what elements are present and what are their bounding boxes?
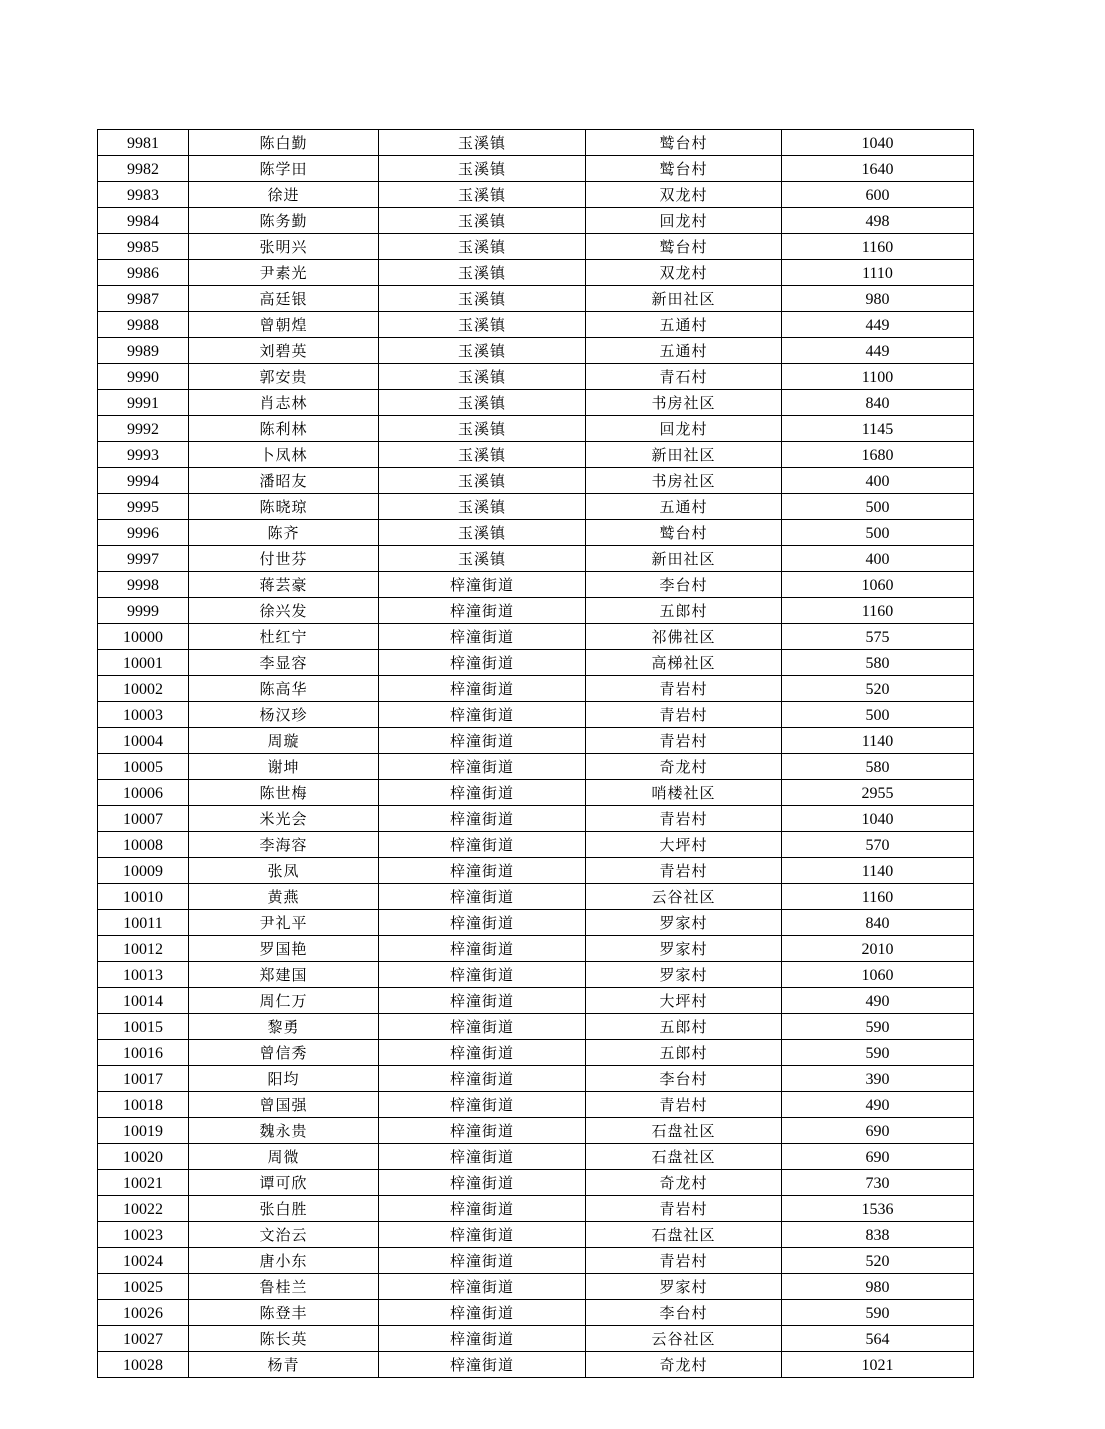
- village-cell: 五郎村: [586, 1014, 782, 1040]
- table-row: [98, 780, 974, 806]
- township-cell: 梓潼街道: [379, 1040, 586, 1066]
- township-cell: 玉溪镇: [379, 156, 586, 182]
- table-row: [98, 1300, 974, 1326]
- amount-cell: 500: [782, 494, 974, 520]
- row-number-cell: 10006: [98, 780, 189, 806]
- amount-cell: 2955: [782, 780, 974, 806]
- township-cell: 玉溪镇: [379, 286, 586, 312]
- table-row: [98, 1248, 974, 1274]
- village-cell: 李台村: [586, 572, 782, 598]
- village-cell: 石盘社区: [586, 1144, 782, 1170]
- row-number-cell: 9984: [98, 208, 189, 234]
- table-row: [98, 832, 974, 858]
- township-cell: 梓潼街道: [379, 1300, 586, 1326]
- name-cell: 徐进: [189, 182, 379, 208]
- village-cell: 青岩村: [586, 806, 782, 832]
- amount-cell: 980: [782, 1274, 974, 1300]
- table-row: [98, 286, 974, 312]
- table-row: [98, 728, 974, 754]
- township-cell: 梓潼街道: [379, 1248, 586, 1274]
- village-cell: 五郎村: [586, 1040, 782, 1066]
- table-row: [98, 364, 974, 390]
- table-row: [98, 598, 974, 624]
- township-cell: 梓潼街道: [379, 910, 586, 936]
- table-row: [98, 1144, 974, 1170]
- table-row: [98, 650, 974, 676]
- township-cell: 玉溪镇: [379, 260, 586, 286]
- township-cell: 梓潼街道: [379, 1118, 586, 1144]
- row-number-cell: 10007: [98, 806, 189, 832]
- name-cell: 尹素光: [189, 260, 379, 286]
- name-cell: 李海容: [189, 832, 379, 858]
- village-cell: 奇龙村: [586, 1352, 782, 1378]
- table-row: [98, 468, 974, 494]
- amount-cell: 400: [782, 468, 974, 494]
- row-number-cell: 10014: [98, 988, 189, 1014]
- name-cell: 谢坤: [189, 754, 379, 780]
- amount-cell: 690: [782, 1144, 974, 1170]
- village-cell: 李台村: [586, 1066, 782, 1092]
- township-cell: 玉溪镇: [379, 494, 586, 520]
- row-number-cell: 9990: [98, 364, 189, 390]
- amount-cell: 1680: [782, 442, 974, 468]
- township-cell: 梓潼街道: [379, 1170, 586, 1196]
- name-cell: 曾朝煌: [189, 312, 379, 338]
- row-number-cell: 10019: [98, 1118, 189, 1144]
- village-cell: 青石村: [586, 364, 782, 390]
- row-number-cell: 10009: [98, 858, 189, 884]
- name-cell: 郑建国: [189, 962, 379, 988]
- table-row: [98, 1196, 974, 1222]
- township-cell: 梓潼街道: [379, 884, 586, 910]
- amount-cell: 449: [782, 338, 974, 364]
- amount-cell: 590: [782, 1300, 974, 1326]
- table-row: [98, 806, 974, 832]
- name-cell: 陈利林: [189, 416, 379, 442]
- village-cell: 书房社区: [586, 390, 782, 416]
- row-number-cell: 9982: [98, 156, 189, 182]
- table-row: [98, 1040, 974, 1066]
- township-cell: 玉溪镇: [379, 390, 586, 416]
- amount-cell: 520: [782, 1248, 974, 1274]
- village-cell: 石盘社区: [586, 1222, 782, 1248]
- name-cell: 卜凤林: [189, 442, 379, 468]
- table-row: [98, 572, 974, 598]
- row-number-cell: 10016: [98, 1040, 189, 1066]
- name-cell: 陈登丰: [189, 1300, 379, 1326]
- village-cell: 罗家村: [586, 1274, 782, 1300]
- amount-cell: 400: [782, 546, 974, 572]
- township-cell: 梓潼街道: [379, 988, 586, 1014]
- table-row: [98, 910, 974, 936]
- township-cell: 玉溪镇: [379, 338, 586, 364]
- township-cell: 玉溪镇: [379, 468, 586, 494]
- row-number-cell: 10008: [98, 832, 189, 858]
- amount-cell: 1160: [782, 884, 974, 910]
- amount-cell: 1060: [782, 962, 974, 988]
- village-cell: 鹫台村: [586, 156, 782, 182]
- row-number-cell: 10020: [98, 1144, 189, 1170]
- village-cell: 回龙村: [586, 208, 782, 234]
- amount-cell: 2010: [782, 936, 974, 962]
- table-row: [98, 624, 974, 650]
- row-number-cell: 10000: [98, 624, 189, 650]
- row-number-cell: 9981: [98, 130, 189, 156]
- amount-cell: 1060: [782, 572, 974, 598]
- row-number-cell: 9999: [98, 598, 189, 624]
- amount-cell: 1160: [782, 234, 974, 260]
- data-table: [97, 129, 974, 1378]
- table-row: [98, 156, 974, 182]
- village-cell: 书房社区: [586, 468, 782, 494]
- amount-cell: 1536: [782, 1196, 974, 1222]
- table-row: [98, 1222, 974, 1248]
- amount-cell: 590: [782, 1014, 974, 1040]
- row-number-cell: 10010: [98, 884, 189, 910]
- table-body: [98, 130, 974, 1378]
- row-number-cell: 10028: [98, 1352, 189, 1378]
- village-cell: 五郎村: [586, 598, 782, 624]
- amount-cell: 730: [782, 1170, 974, 1196]
- township-cell: 玉溪镇: [379, 364, 586, 390]
- village-cell: 哨楼社区: [586, 780, 782, 806]
- table-row: [98, 234, 974, 260]
- village-cell: 罗家村: [586, 962, 782, 988]
- name-cell: 周仁万: [189, 988, 379, 1014]
- row-number-cell: 10017: [98, 1066, 189, 1092]
- name-cell: 周微: [189, 1144, 379, 1170]
- table-row: [98, 390, 974, 416]
- table-row: [98, 338, 974, 364]
- name-cell: 李显容: [189, 650, 379, 676]
- name-cell: 杨汉珍: [189, 702, 379, 728]
- village-cell: 新田社区: [586, 286, 782, 312]
- township-cell: 梓潼街道: [379, 1196, 586, 1222]
- row-number-cell: 10025: [98, 1274, 189, 1300]
- name-cell: 鲁桂兰: [189, 1274, 379, 1300]
- village-cell: 罗家村: [586, 910, 782, 936]
- table-row: [98, 884, 974, 910]
- village-cell: 鹫台村: [586, 130, 782, 156]
- township-cell: 玉溪镇: [379, 442, 586, 468]
- amount-cell: 1640: [782, 156, 974, 182]
- township-cell: 梓潼街道: [379, 650, 586, 676]
- village-cell: 罗家村: [586, 936, 782, 962]
- row-number-cell: 10018: [98, 1092, 189, 1118]
- township-cell: 梓潼街道: [379, 598, 586, 624]
- village-cell: 奇龙村: [586, 1170, 782, 1196]
- amount-cell: 840: [782, 910, 974, 936]
- village-cell: 大坪村: [586, 832, 782, 858]
- row-number-cell: 10005: [98, 754, 189, 780]
- township-cell: 梓潼街道: [379, 806, 586, 832]
- table-row: [98, 442, 974, 468]
- township-cell: 梓潼街道: [379, 858, 586, 884]
- table-row: [98, 260, 974, 286]
- table-row: [98, 962, 974, 988]
- table-row: [98, 1170, 974, 1196]
- township-cell: 梓潼街道: [379, 1222, 586, 1248]
- amount-cell: 575: [782, 624, 974, 650]
- village-cell: 新田社区: [586, 442, 782, 468]
- table-row: [98, 1326, 974, 1352]
- amount-cell: 500: [782, 702, 974, 728]
- township-cell: 梓潼街道: [379, 1066, 586, 1092]
- village-cell: 祁佛社区: [586, 624, 782, 650]
- row-number-cell: 9985: [98, 234, 189, 260]
- name-cell: 张凤: [189, 858, 379, 884]
- township-cell: 玉溪镇: [379, 312, 586, 338]
- table-row: [98, 416, 974, 442]
- township-cell: 梓潼街道: [379, 1092, 586, 1118]
- village-cell: 青岩村: [586, 858, 782, 884]
- village-cell: 双龙村: [586, 260, 782, 286]
- township-cell: 玉溪镇: [379, 130, 586, 156]
- village-cell: 青岩村: [586, 1092, 782, 1118]
- name-cell: 陈白勤: [189, 130, 379, 156]
- row-number-cell: 10023: [98, 1222, 189, 1248]
- name-cell: 唐小东: [189, 1248, 379, 1274]
- name-cell: 张明兴: [189, 234, 379, 260]
- name-cell: 陈晓琼: [189, 494, 379, 520]
- township-cell: 梓潼街道: [379, 624, 586, 650]
- township-cell: 梓潼街道: [379, 1326, 586, 1352]
- name-cell: 杨青: [189, 1352, 379, 1378]
- name-cell: 周璇: [189, 728, 379, 754]
- row-number-cell: 9995: [98, 494, 189, 520]
- table-row: [98, 1274, 974, 1300]
- row-number-cell: 10021: [98, 1170, 189, 1196]
- amount-cell: 390: [782, 1066, 974, 1092]
- village-cell: 青岩村: [586, 676, 782, 702]
- amount-cell: 980: [782, 286, 974, 312]
- table-row: [98, 312, 974, 338]
- row-number-cell: 9989: [98, 338, 189, 364]
- amount-cell: 1040: [782, 806, 974, 832]
- table-row: [98, 1352, 974, 1378]
- name-cell: 张白胜: [189, 1196, 379, 1222]
- name-cell: 徐兴发: [189, 598, 379, 624]
- township-cell: 梓潼街道: [379, 754, 586, 780]
- village-cell: 五通村: [586, 312, 782, 338]
- table-row: [98, 208, 974, 234]
- name-cell: 米光会: [189, 806, 379, 832]
- row-number-cell: 10022: [98, 1196, 189, 1222]
- name-cell: 阳均: [189, 1066, 379, 1092]
- name-cell: 郭安贵: [189, 364, 379, 390]
- row-number-cell: 10001: [98, 650, 189, 676]
- village-cell: 鹫台村: [586, 520, 782, 546]
- township-cell: 梓潼街道: [379, 832, 586, 858]
- township-cell: 梓潼街道: [379, 676, 586, 702]
- amount-cell: 1160: [782, 598, 974, 624]
- row-number-cell: 9987: [98, 286, 189, 312]
- name-cell: 陈长英: [189, 1326, 379, 1352]
- township-cell: 玉溪镇: [379, 416, 586, 442]
- amount-cell: 1140: [782, 728, 974, 754]
- name-cell: 魏永贵: [189, 1118, 379, 1144]
- table-row: [98, 1014, 974, 1040]
- township-cell: 梓潼街道: [379, 780, 586, 806]
- table-row: [98, 130, 974, 156]
- village-cell: 青岩村: [586, 728, 782, 754]
- village-cell: 新田社区: [586, 546, 782, 572]
- row-number-cell: 9988: [98, 312, 189, 338]
- village-cell: 回龙村: [586, 416, 782, 442]
- row-number-cell: 10004: [98, 728, 189, 754]
- amount-cell: 564: [782, 1326, 974, 1352]
- name-cell: 陈齐: [189, 520, 379, 546]
- amount-cell: 838: [782, 1222, 974, 1248]
- table-row: [98, 702, 974, 728]
- row-number-cell: 9997: [98, 546, 189, 572]
- village-cell: 青岩村: [586, 1196, 782, 1222]
- township-cell: 梓潼街道: [379, 936, 586, 962]
- amount-cell: 490: [782, 1092, 974, 1118]
- village-cell: 石盘社区: [586, 1118, 782, 1144]
- table-row: [98, 494, 974, 520]
- township-cell: 玉溪镇: [379, 234, 586, 260]
- name-cell: 陈世梅: [189, 780, 379, 806]
- table-row: [98, 676, 974, 702]
- name-cell: 肖志林: [189, 390, 379, 416]
- table-row: [98, 182, 974, 208]
- amount-cell: 690: [782, 1118, 974, 1144]
- name-cell: 潘昭友: [189, 468, 379, 494]
- village-cell: 五通村: [586, 338, 782, 364]
- amount-cell: 1100: [782, 364, 974, 390]
- name-cell: 陈学田: [189, 156, 379, 182]
- amount-cell: 498: [782, 208, 974, 234]
- row-number-cell: 9993: [98, 442, 189, 468]
- row-number-cell: 10013: [98, 962, 189, 988]
- amount-cell: 590: [782, 1040, 974, 1066]
- village-cell: 大坪村: [586, 988, 782, 1014]
- amount-cell: 570: [782, 832, 974, 858]
- table-row: [98, 546, 974, 572]
- amount-cell: 1110: [782, 260, 974, 286]
- village-cell: 云谷社区: [586, 884, 782, 910]
- row-number-cell: 10011: [98, 910, 189, 936]
- name-cell: 曾信秀: [189, 1040, 379, 1066]
- name-cell: 高廷银: [189, 286, 379, 312]
- amount-cell: 490: [782, 988, 974, 1014]
- table-row: [98, 754, 974, 780]
- township-cell: 梓潼街道: [379, 1014, 586, 1040]
- village-cell: 双龙村: [586, 182, 782, 208]
- name-cell: 陈务勤: [189, 208, 379, 234]
- township-cell: 梓潼街道: [379, 1274, 586, 1300]
- name-cell: 付世芬: [189, 546, 379, 572]
- table-row: [98, 936, 974, 962]
- row-number-cell: 9994: [98, 468, 189, 494]
- amount-cell: 580: [782, 650, 974, 676]
- township-cell: 梓潼街道: [379, 962, 586, 988]
- amount-cell: 1040: [782, 130, 974, 156]
- township-cell: 梓潼街道: [379, 1352, 586, 1378]
- name-cell: 黎勇: [189, 1014, 379, 1040]
- village-cell: 李台村: [586, 1300, 782, 1326]
- name-cell: 黄燕: [189, 884, 379, 910]
- village-cell: 云谷社区: [586, 1326, 782, 1352]
- row-number-cell: 10027: [98, 1326, 189, 1352]
- amount-cell: 1021: [782, 1352, 974, 1378]
- row-number-cell: 10026: [98, 1300, 189, 1326]
- table-row: [98, 1092, 974, 1118]
- village-cell: 青岩村: [586, 702, 782, 728]
- township-cell: 梓潼街道: [379, 1144, 586, 1170]
- township-cell: 玉溪镇: [379, 208, 586, 234]
- amount-cell: 449: [782, 312, 974, 338]
- township-cell: 梓潼街道: [379, 728, 586, 754]
- row-number-cell: 9991: [98, 390, 189, 416]
- name-cell: 蒋芸豪: [189, 572, 379, 598]
- table-row: [98, 1118, 974, 1144]
- row-number-cell: 10002: [98, 676, 189, 702]
- amount-cell: 840: [782, 390, 974, 416]
- amount-cell: 1140: [782, 858, 974, 884]
- amount-cell: 1145: [782, 416, 974, 442]
- township-cell: 玉溪镇: [379, 546, 586, 572]
- row-number-cell: 9996: [98, 520, 189, 546]
- row-number-cell: 9983: [98, 182, 189, 208]
- row-number-cell: 9986: [98, 260, 189, 286]
- village-cell: 青岩村: [586, 1248, 782, 1274]
- name-cell: 刘碧英: [189, 338, 379, 364]
- village-cell: 鹫台村: [586, 234, 782, 260]
- amount-cell: 600: [782, 182, 974, 208]
- township-cell: 梓潼街道: [379, 702, 586, 728]
- table-row: [98, 988, 974, 1014]
- name-cell: 谭可欣: [189, 1170, 379, 1196]
- township-cell: 玉溪镇: [379, 182, 586, 208]
- row-number-cell: 10015: [98, 1014, 189, 1040]
- name-cell: 文治云: [189, 1222, 379, 1248]
- row-number-cell: 9992: [98, 416, 189, 442]
- village-cell: 奇龙村: [586, 754, 782, 780]
- name-cell: 杜红宁: [189, 624, 379, 650]
- township-cell: 梓潼街道: [379, 572, 586, 598]
- row-number-cell: 10024: [98, 1248, 189, 1274]
- table-row: [98, 1066, 974, 1092]
- name-cell: 罗国艳: [189, 936, 379, 962]
- amount-cell: 500: [782, 520, 974, 546]
- name-cell: 尹礼平: [189, 910, 379, 936]
- table-row: [98, 520, 974, 546]
- row-number-cell: 10012: [98, 936, 189, 962]
- table-row: [98, 858, 974, 884]
- row-number-cell: 9998: [98, 572, 189, 598]
- amount-cell: 520: [782, 676, 974, 702]
- village-cell: 五通村: [586, 494, 782, 520]
- township-cell: 玉溪镇: [379, 520, 586, 546]
- amount-cell: 580: [782, 754, 974, 780]
- village-cell: 高梯社区: [586, 650, 782, 676]
- row-number-cell: 10003: [98, 702, 189, 728]
- name-cell: 陈高华: [189, 676, 379, 702]
- name-cell: 曾国强: [189, 1092, 379, 1118]
